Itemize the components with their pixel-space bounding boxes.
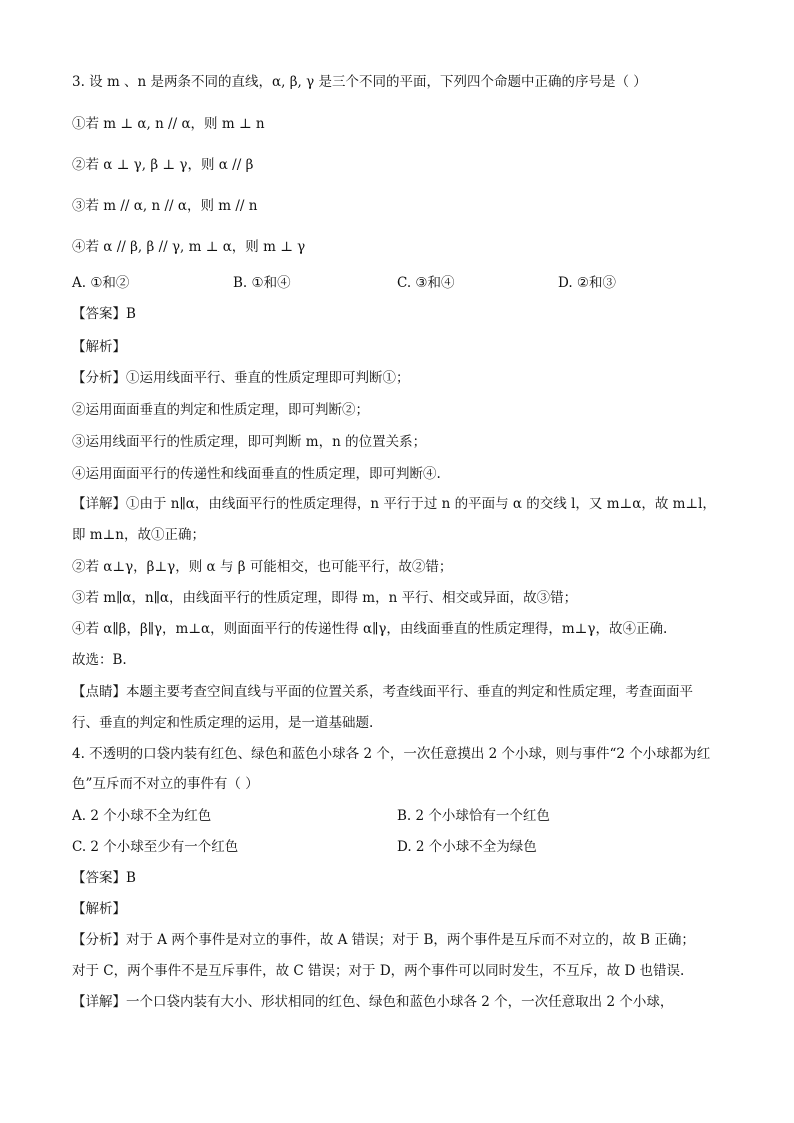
q3-comment-2: 行、垂直的判定和性质定理的运用，是一道基础题. [72, 715, 374, 731]
q3-options [72, 273, 732, 293]
q4-option-a: A. 2 个小球不全为红色 [72, 808, 212, 824]
q3-analysis-3: ③运用线面平行的性质定理，即可判断 m，n 的位置关系； [72, 434, 427, 450]
q3-prop-4: ④若 α // β, β // γ, m ⊥ α，则 m ⊥ γ [72, 239, 306, 255]
q3-detail-4: ③若 m∥α，n∥α，由线面平行的性质定理，即得 m，n 平行、相交或异面，故③错； [72, 590, 578, 606]
q3-analysis-2: ②运用面面垂直的判定和性质定理，即可判断②； [72, 402, 369, 418]
q3-answer: 【答案】B [72, 306, 136, 322]
q4-options-row-2 [72, 837, 732, 857]
q3-analysis-4: ④运用面面平行的传递性和线面垂直的性质定理，即可判断④. [72, 466, 441, 482]
q4-stem-2: 色”互斥而不对立的事件有（ ） [72, 776, 259, 792]
q3-option-c: C. ③和④ [397, 275, 455, 291]
q4-jiexi-heading: 【解析】 [72, 901, 126, 917]
q3-comment-1: 【点睛】本题主要考查空间直线与平面的位置关系，考查线面平行、垂直的判定和性质定理，考查面面平 [72, 684, 693, 700]
q3-conclusion: 故选：B. [72, 652, 127, 668]
q4-stem-1: 4. 不透明的口袋内装有红色、绿色和蓝色小球各 2 个，一次任意摸出 2 个小球，则与事件“2 个小球都为红 [72, 746, 711, 762]
q4-option-c: C. 2 个小球至少有一个红色 [72, 839, 239, 855]
q3-option-b: B. ①和④ [233, 275, 291, 291]
q4-analysis-2: 对于 C，两个事件不是互斥事件，故 C 错误；对于 D，两个事件可以同时发生，不互斥，故 D 也错误. [72, 963, 685, 979]
q3-stem: 3. 设 m 、n 是两条不同的直线，α, β, γ 是三个不同的平面，下列四个命题中正确的序号是（ ） [72, 74, 647, 90]
q3-detail-5: ④若 α∥β，β∥γ，m⊥α，则面面平行的传递性得 α∥γ，由线面垂直的性质定理得，m⊥γ，故④正确. [72, 621, 668, 637]
q3-prop-3: ③若 m // α, n // α，则 m // n [72, 198, 258, 214]
q4-option-d: D. 2 个小球不全为绿色 [397, 839, 537, 855]
q4-options-row-1 [72, 806, 732, 826]
q4-option-b: B. 2 个小球恰有一个红色 [397, 808, 550, 824]
q4-analysis-1: 【分析】对于 A 两个事件是对立的事件，故 A 错误；对于 B，两个事件是互斥而不对立的，故 B 正确； [72, 932, 695, 948]
q3-detail-2: 即 m⊥n，故①正确； [72, 527, 205, 543]
q3-analysis-1: 【分析】①运用线面平行、垂直的性质定理即可判断①； [72, 370, 410, 386]
q4-detail-1: 【详解】一个口袋内装有大小、形状相同的红色、绿色和蓝色小球各 2 个，一次任意取出 2 个小球， [72, 994, 674, 1010]
q3-option-d: D. ②和③ [558, 275, 617, 291]
q3-detail-3: ②若 α⊥γ，β⊥γ，则 α 与 β 可能相交，也可能平行，故②错； [72, 559, 453, 575]
q4-answer: 【答案】B [72, 870, 136, 886]
q3-jiexi-heading: 【解析】 [72, 339, 126, 355]
q3-option-a: A. ①和② [72, 275, 130, 291]
q3-detail-1: 【详解】①由于 n∥α，由线面平行的性质定理得，n 平行于过 n 的平面与 α 的交线 l，又 m⊥α，故 m⊥l， [72, 496, 716, 512]
q3-prop-2: ②若 α ⊥ γ, β ⊥ γ，则 α // β [72, 157, 254, 173]
q3-prop-1: ①若 m ⊥ α, n // α，则 m ⊥ n [72, 116, 265, 132]
